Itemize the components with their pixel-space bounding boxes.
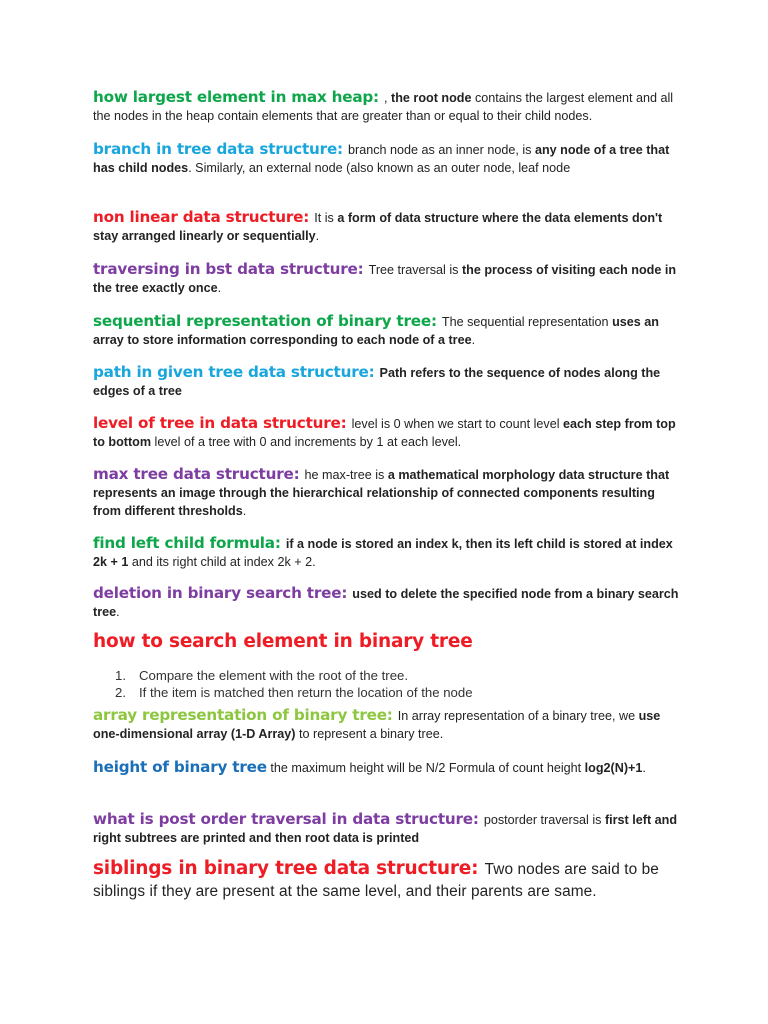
entry-title: branch in tree data structure: [93, 140, 349, 158]
entry-text: the maximum height will be N/2 Formula of count height [266, 761, 585, 775]
list-item [115, 684, 473, 701]
entry-text: . [642, 761, 646, 775]
entry-level [93, 414, 683, 451]
entry-bold: Path refers to the sequence of nodes along the edges of a tree [93, 366, 661, 398]
entry-branch [93, 140, 683, 177]
entry-bold: each step from top to bottom [93, 417, 676, 449]
entry-title: height of binary tree [93, 758, 267, 776]
entry-title: max tree data structure: [93, 465, 305, 483]
entry-text: contains the largest element and all the nodes in the heap contain elements that are greater than or equal to their child nodes. [93, 91, 674, 123]
entry-text: . [315, 229, 320, 243]
entry-path [93, 363, 683, 400]
entry-title: array representation of binary tree: [93, 706, 398, 724]
entry-bold: if a node is stored an index k, then its left child is stored at index 2k + 1 [93, 537, 673, 569]
entry-left-child [93, 534, 683, 571]
entry-text: . [242, 504, 247, 518]
entry-bold: a form of data structure where the data elements don't stay arranged linearly or sequentially [93, 211, 663, 243]
entry-bold: uses an array to store information corresponding to each node of a tree [93, 315, 659, 347]
entry-array-representation [93, 706, 683, 743]
entry-text: It is [314, 211, 338, 225]
entry-text: The sequential representation [441, 315, 613, 329]
entry-title: level of tree in data structure: [93, 414, 352, 432]
step-text: Compare the element with the root of the tree. [139, 668, 409, 683]
entry-siblings [93, 858, 703, 903]
entry-title: how largest element in max heap: [93, 88, 385, 106]
entry-text: In array representation of a binary tree, we [397, 709, 639, 723]
entry-text: . [116, 605, 120, 619]
step-text: If the item is matched then return the location of the node [139, 685, 473, 700]
entry-title: deletion in binary search tree: [93, 584, 353, 602]
entry-bold: the root node [391, 91, 472, 105]
entry-title: sequential representation of binary tree: [93, 312, 442, 330]
entry-text: Tree traversal is [368, 263, 462, 277]
entry-post-order [93, 810, 683, 847]
entry-text: level is 0 when we start to count level [351, 417, 564, 431]
entry-text: , [384, 91, 392, 105]
entry-text: branch node as an inner node, is [348, 143, 535, 157]
entry-sequential [93, 312, 683, 349]
entry-text: and its right child at index 2k + 2. [128, 555, 316, 569]
entry-text: . [217, 281, 222, 295]
entry-title: non linear data structure: [93, 208, 315, 226]
list-item [115, 667, 473, 684]
entry-text: to represent a binary tree. [295, 727, 444, 741]
entry-title: siblings in binary tree data structure: [93, 858, 485, 879]
step-number: 1. [115, 668, 126, 683]
entry-max-tree [93, 465, 683, 520]
entry-bold: a mathematical morphology data structure that represents an image through the hierarchical relationship of connected components resulting from different thresholds [93, 468, 670, 518]
entry-text: he max-tree is [304, 468, 388, 482]
entry-max-heap [93, 88, 683, 125]
entry-traversing-bst [93, 260, 683, 297]
entry-text: postorder traversal is [483, 813, 605, 827]
entry-bold: first left and right subtrees are printed and then root data is printed [93, 813, 678, 845]
entry-bold: use one-dimensional array (1-D Array) [93, 709, 661, 741]
entry-bold: the process of visiting each node in the tree exactly once [93, 263, 677, 295]
entry-text: . [471, 333, 476, 347]
search-heading: how to search element in binary tree [93, 631, 473, 652]
entry-title: what is post order traversal in data structure: [93, 810, 484, 828]
entry-non-linear [93, 208, 683, 245]
search-steps [115, 667, 473, 701]
entry-title: traversing in bst data structure: [93, 260, 369, 278]
entry-text: level of a tree with 0 and increments by 1 at each level. [151, 435, 462, 449]
step-number: 2. [115, 685, 126, 700]
entry-text: . Similarly, an external node (also known as an outer node, leaf node [188, 161, 571, 175]
entry-bold: used to delete the specified node from a binary search tree [93, 587, 679, 619]
entry-title: find left child formula: [93, 534, 286, 552]
entry-bold: any node of a tree that has child nodes [93, 143, 670, 175]
entry-height [93, 758, 683, 777]
entry-title: path in given tree data structure: [93, 363, 380, 381]
entry-deletion [93, 584, 683, 621]
entry-bold: log2(N)+1 [584, 761, 643, 775]
entry-text: Two nodes are said to be siblings if they are present at the same level, and their parents are same. [93, 861, 659, 900]
